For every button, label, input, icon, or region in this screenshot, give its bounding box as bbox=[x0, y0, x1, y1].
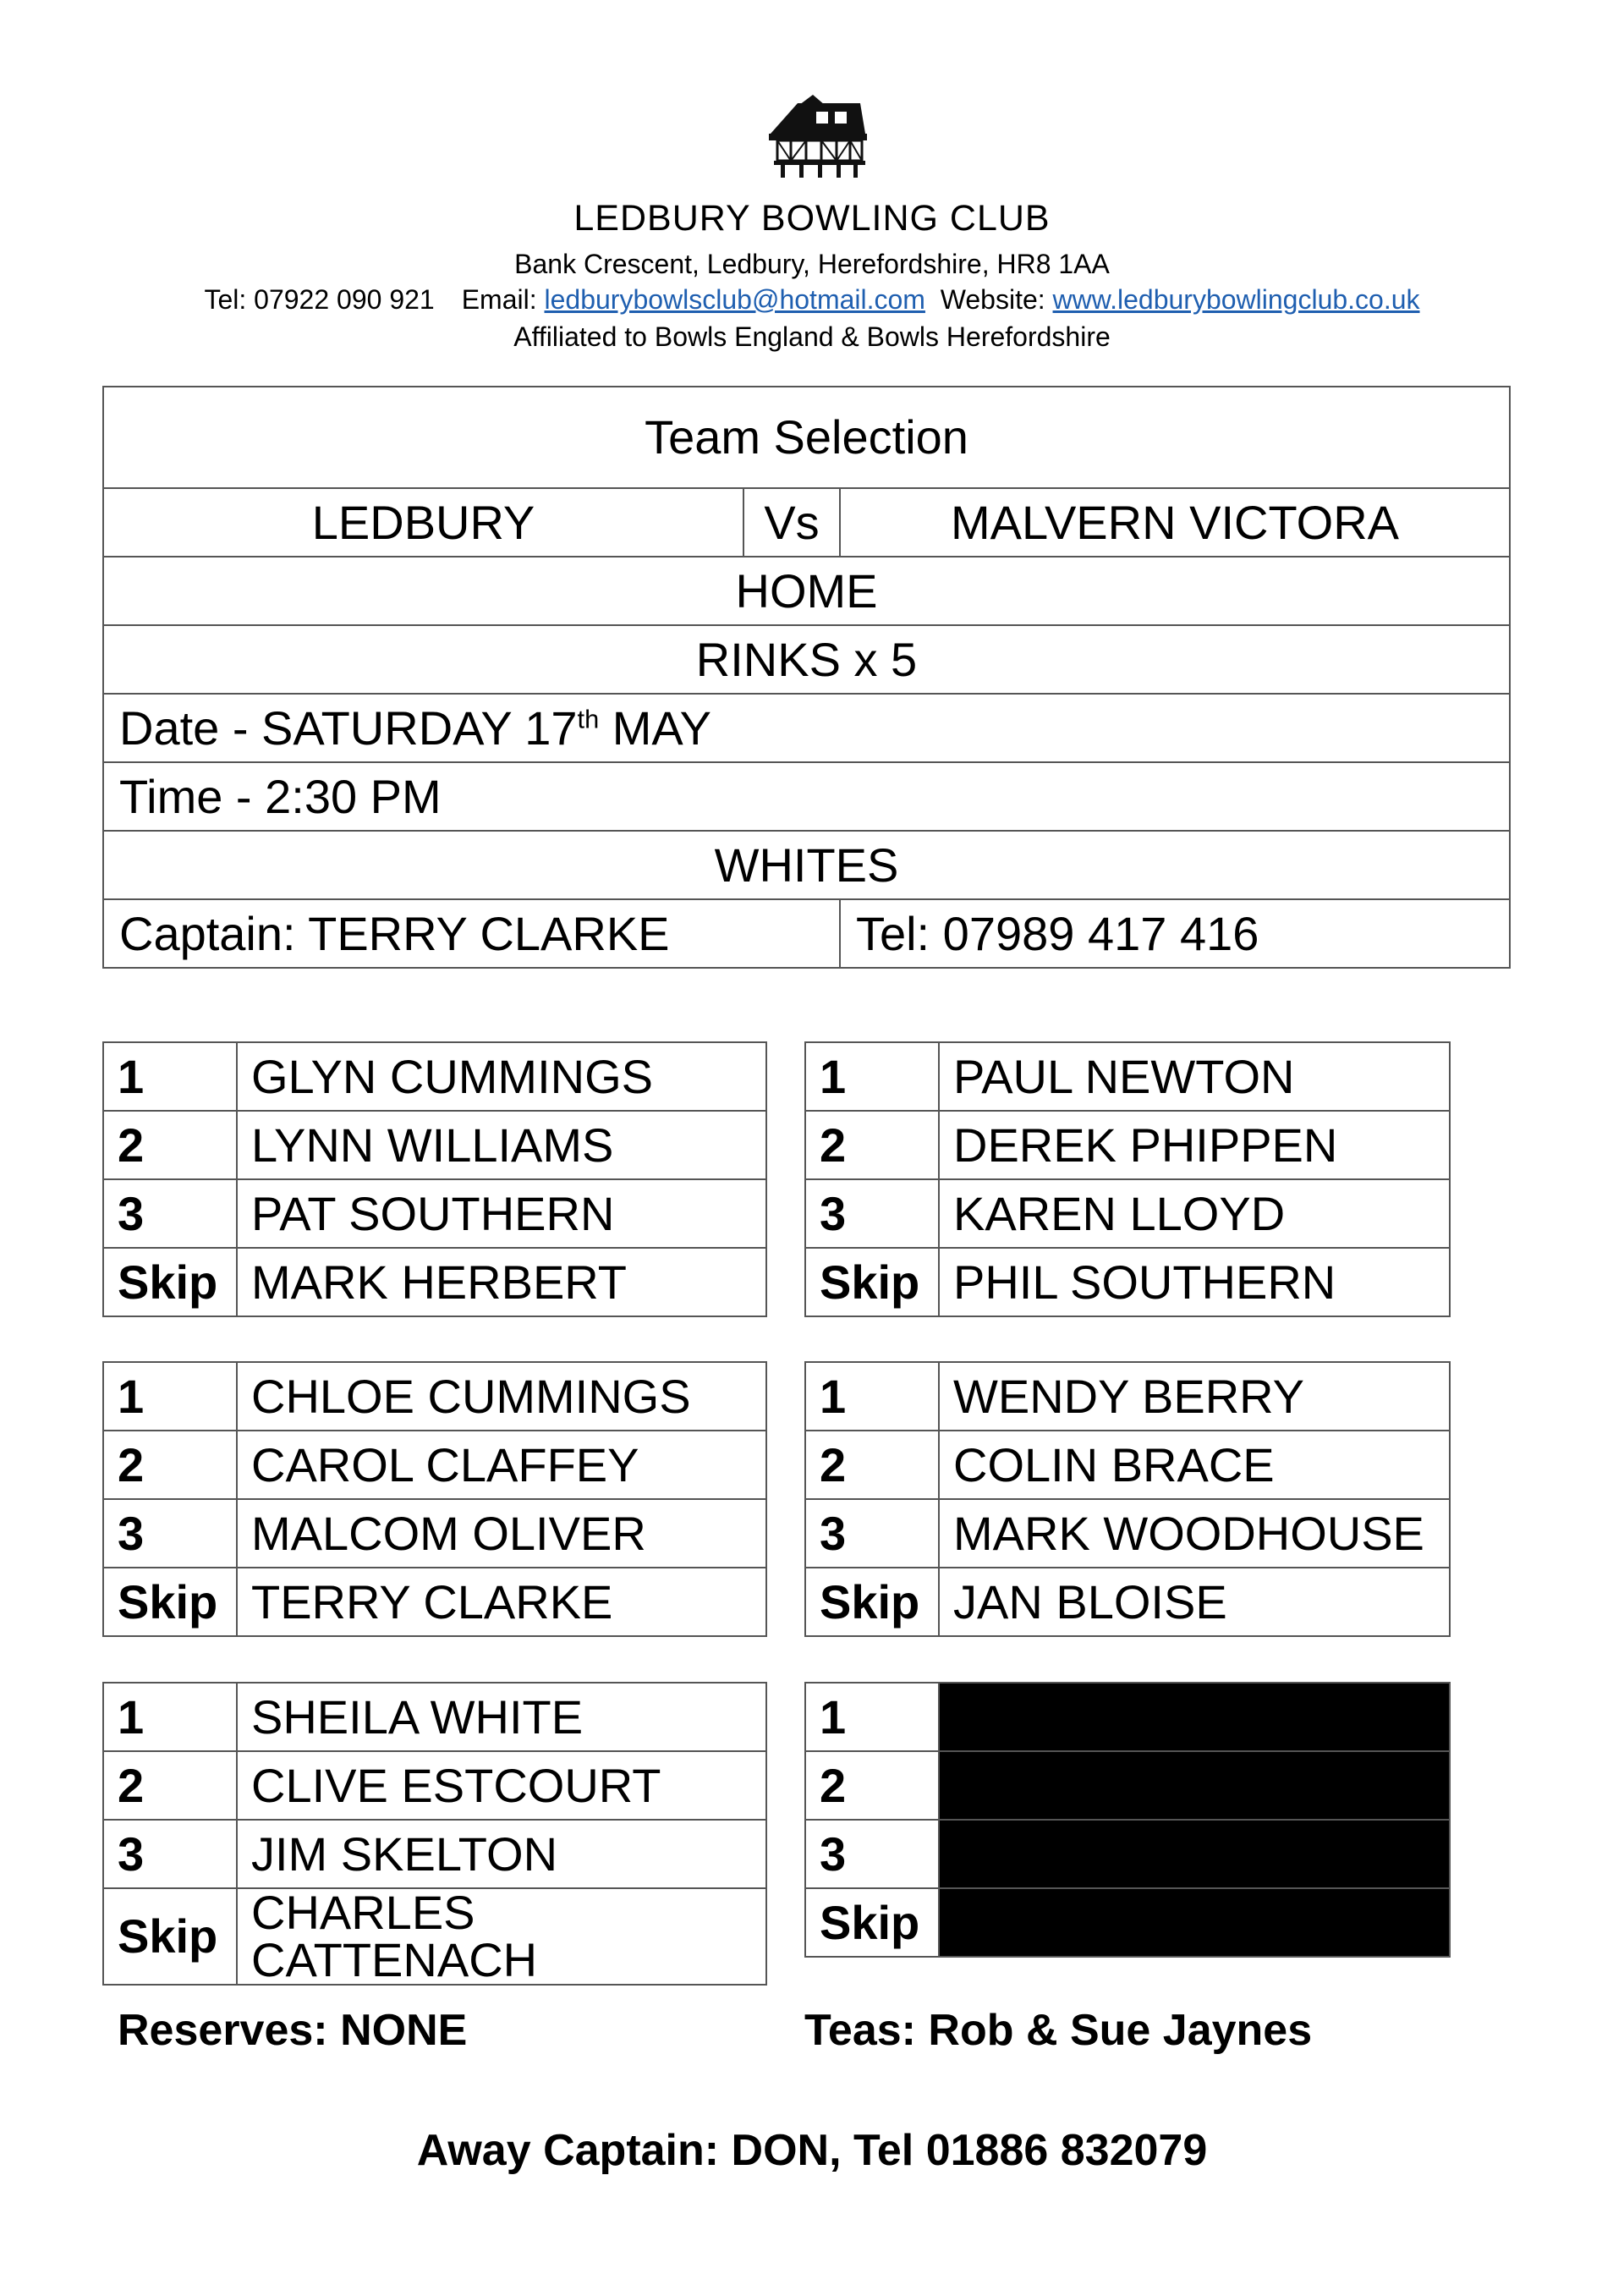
player-name: MARK WOODHOUSE bbox=[939, 1499, 1450, 1568]
rink-position: 3 bbox=[103, 1179, 237, 1248]
rink-position: 3 bbox=[805, 1179, 939, 1248]
match-date bbox=[103, 694, 1510, 762]
rink-position: 1 bbox=[805, 1362, 939, 1431]
rink-row bbox=[805, 1499, 1450, 1568]
rink-row bbox=[103, 1111, 766, 1179]
rink-table bbox=[804, 1361, 1451, 1637]
selection-title: Team Selection bbox=[103, 387, 1510, 488]
rink-row bbox=[103, 1683, 766, 1751]
captain-telephone: Tel: 07989 417 416 bbox=[840, 899, 1510, 968]
home-captain: Captain: TERRY CLARKE bbox=[103, 899, 840, 968]
rink-row bbox=[103, 1751, 766, 1820]
rink-row bbox=[805, 1179, 1450, 1248]
away-captain: Away Captain: DON, Tel 01886 832079 bbox=[416, 2126, 1208, 2175]
player-name: LYNN WILLIAMS bbox=[237, 1111, 766, 1179]
rink-position: 2 bbox=[103, 1751, 237, 1820]
rink-row bbox=[805, 1568, 1450, 1636]
redacted-player-name bbox=[939, 1888, 1450, 1957]
rink-row bbox=[103, 1568, 766, 1636]
rink-row bbox=[805, 1362, 1450, 1431]
match-time: Time - 2:30 PM bbox=[103, 762, 1510, 831]
club-address: Bank Crescent, Ledbury, Herefordshire, HR8 1AA bbox=[514, 249, 1110, 279]
rink-position: 1 bbox=[805, 1042, 939, 1111]
rink-position: Skip bbox=[805, 1568, 939, 1636]
player-name: TERRY CLARKE bbox=[237, 1568, 766, 1636]
player-name: GLYN CUMMINGS bbox=[237, 1042, 766, 1111]
rink-position: 1 bbox=[805, 1683, 939, 1751]
player-name: CHLOE CUMMINGS bbox=[237, 1362, 766, 1431]
rink-position: Skip bbox=[805, 1888, 939, 1957]
rink-position: Skip bbox=[103, 1568, 237, 1636]
market-house-logo-icon bbox=[765, 95, 869, 178]
rink-position: Skip bbox=[103, 1888, 237, 1985]
rink-position: 2 bbox=[805, 1751, 939, 1820]
rink-position: 2 bbox=[103, 1111, 237, 1179]
home-team: LEDBURY bbox=[103, 488, 743, 557]
rink-row bbox=[103, 1248, 766, 1316]
rink-row bbox=[805, 1683, 1450, 1751]
rink-row bbox=[103, 1820, 766, 1888]
rink-position: 2 bbox=[805, 1431, 939, 1499]
rink-row bbox=[103, 1362, 766, 1431]
redacted-player-name bbox=[939, 1751, 1450, 1820]
rink-table bbox=[102, 1682, 767, 1986]
email-link[interactable]: ledburybowlsclub@hotmail.com bbox=[544, 284, 925, 315]
player-name: PAUL NEWTON bbox=[939, 1042, 1450, 1111]
player-name: JIM SKELTON bbox=[237, 1820, 766, 1888]
player-name: PAT SOUTHERN bbox=[237, 1179, 766, 1248]
player-name: PHIL SOUTHERN bbox=[939, 1248, 1450, 1316]
rink-table bbox=[102, 1041, 767, 1317]
rink-position: Skip bbox=[103, 1248, 237, 1316]
player-name: COLIN BRACE bbox=[939, 1431, 1450, 1499]
dress-code: WHITES bbox=[103, 831, 1510, 899]
player-name: CLIVE ESTCOURT bbox=[237, 1751, 766, 1820]
email-label: Email: bbox=[461, 284, 537, 315]
rink-row bbox=[103, 1431, 766, 1499]
rink-table bbox=[102, 1361, 767, 1637]
redacted-player-name bbox=[939, 1820, 1450, 1888]
rink-row bbox=[805, 1431, 1450, 1499]
player-name: WENDY BERRY bbox=[939, 1362, 1450, 1431]
player-name: KAREN LLOYD bbox=[939, 1179, 1450, 1248]
venue: HOME bbox=[103, 557, 1510, 625]
player-name: SHEILA WHITE bbox=[237, 1683, 766, 1751]
rink-row bbox=[103, 1499, 766, 1568]
rink-position: 2 bbox=[103, 1431, 237, 1499]
player-name: MALCOM OLIVER bbox=[237, 1499, 766, 1568]
teas: Teas: Rob & Sue Jaynes bbox=[804, 2006, 1313, 2055]
rink-position: 3 bbox=[103, 1820, 237, 1888]
player-name: CAROL CLAFFEY bbox=[237, 1431, 766, 1499]
player-name: JAN BLOISE bbox=[939, 1568, 1450, 1636]
rink-position: 3 bbox=[805, 1820, 939, 1888]
club-telephone: Tel: 07922 090 921 bbox=[204, 284, 435, 315]
rink-row bbox=[805, 1042, 1450, 1111]
player-name: MARK HERBERT bbox=[237, 1248, 766, 1316]
rink-row bbox=[805, 1111, 1450, 1179]
rink-position: 1 bbox=[103, 1042, 237, 1111]
club-name: LEDBURY BOWLING CLUB bbox=[573, 198, 1051, 239]
versus-label: Vs bbox=[743, 488, 840, 557]
rink-table bbox=[804, 1682, 1451, 1958]
player-name: DEREK PHIPPEN bbox=[939, 1111, 1450, 1179]
rink-row bbox=[805, 1248, 1450, 1316]
rink-row bbox=[805, 1751, 1450, 1820]
website-label: Website: bbox=[940, 284, 1045, 315]
rink-row bbox=[103, 1179, 766, 1248]
club-contact-line bbox=[0, 284, 1624, 316]
redacted-player-name bbox=[939, 1683, 1450, 1751]
website-link[interactable]: www.ledburybowlingclub.co.uk bbox=[1052, 284, 1420, 315]
player-name: CHARLES CATTENACH bbox=[237, 1888, 766, 1985]
rink-position: Skip bbox=[805, 1248, 939, 1316]
rink-position: 3 bbox=[103, 1499, 237, 1568]
date-ordinal: th bbox=[577, 703, 600, 733]
rink-row bbox=[805, 1888, 1450, 1957]
reserves: Reserves: NONE bbox=[118, 2006, 468, 2055]
date-suffix: MAY bbox=[599, 700, 711, 755]
rink-position: 2 bbox=[805, 1111, 939, 1179]
rink-position: 1 bbox=[103, 1362, 237, 1431]
club-affiliation: Affiliated to Bowls England & Bowls Herefordshire bbox=[513, 321, 1111, 352]
rink-row bbox=[103, 1042, 766, 1111]
rink-row bbox=[805, 1820, 1450, 1888]
team-selection-table bbox=[102, 386, 1511, 969]
away-team: MALVERN VICTORA bbox=[840, 488, 1510, 557]
rink-position: 1 bbox=[103, 1683, 237, 1751]
rink-row bbox=[103, 1888, 766, 1985]
date-prefix: Date - SATURDAY 17 bbox=[119, 700, 578, 755]
rink-position: 3 bbox=[805, 1499, 939, 1568]
rink-table bbox=[804, 1041, 1451, 1317]
match-format: RINKS x 5 bbox=[103, 625, 1510, 694]
